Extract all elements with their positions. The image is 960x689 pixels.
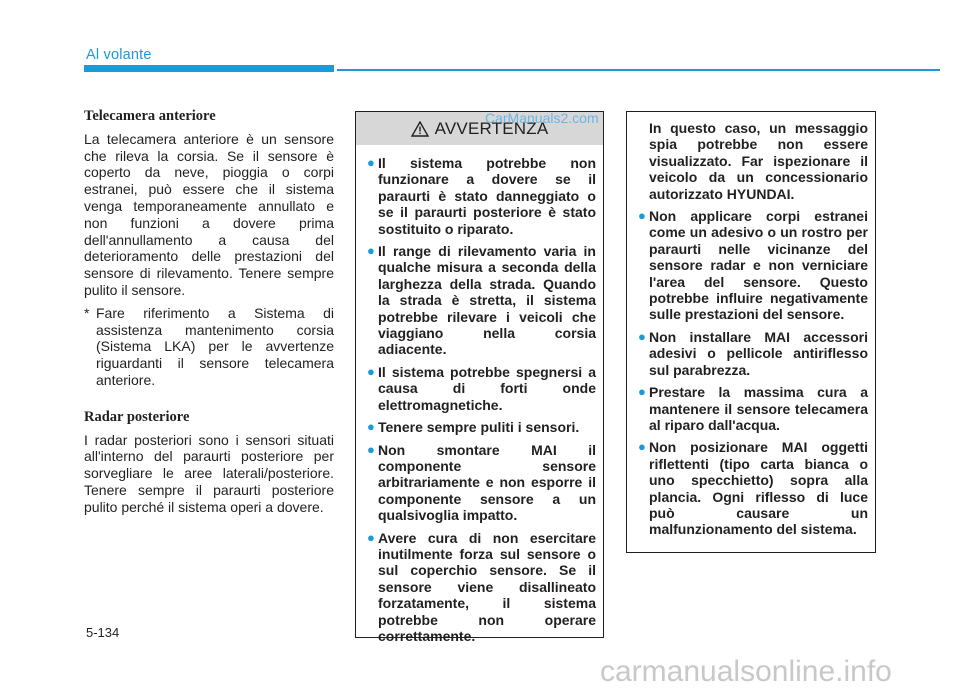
bullet-icon: ● bbox=[638, 328, 646, 344]
list-item: ● Non smontare MAI il componente sensore arbitrariamente e non esporre il componente sensore a un qualsivoglia impatto. bbox=[367, 441, 596, 524]
front-camera-note bbox=[84, 305, 334, 389]
section-heading-rear-radar: Radar posteriore bbox=[84, 408, 190, 425]
warning-title: AVVERTENZA bbox=[434, 118, 549, 138]
bullet-icon: ● bbox=[367, 155, 375, 170]
list-item-continuation: In questo caso, un messaggio spia potrebbe non essere visualizzato. Far ispezionare il veicolo da un concessionario autorizzato HYUNDAI. bbox=[649, 120, 868, 202]
list-item: ● Non installare MAI accessori adesivi o pellicole antiriflesso sul parabrezza. bbox=[638, 328, 868, 378]
bullet-icon: ● bbox=[367, 529, 375, 545]
list-item: ● Il range di rilevamento varia in qualche misura a seconda della larghezza della strada. Quando la strada è stretta, il sistema potrebbe rilevare i veicoli che viaggiano nella corsia adiacente. bbox=[367, 243, 596, 358]
asterisk-mark: * bbox=[84, 304, 90, 321]
rear-radar-text: I radar posteriori sono i sensori situati all'interno del paraurti posteriore per sorvegliare le aree laterali/posteriore. Tenere sempre il paraurti posteriore pulito perché il sistema operi a dovere. bbox=[84, 431, 334, 515]
header-rule-thin bbox=[337, 69, 940, 71]
header-rule-thick bbox=[84, 65, 334, 72]
list-item: ● Il sistema potrebbe spegnersi a causa di forti onde elettromagnetiche. bbox=[367, 363, 596, 413]
list-item: ● Non posizionare MAI oggetti riflettenti (tipo carta bianca o uno specchietto) sopra alla plancia. Ogni riflesso di luce può causare un malfunzionamento del sistema. bbox=[638, 439, 868, 538]
bullet-icon: ● bbox=[367, 363, 375, 379]
bullet-icon: ● bbox=[638, 384, 646, 400]
warning-triangle-icon bbox=[411, 121, 429, 137]
warning-box-continued bbox=[626, 111, 876, 553]
warning-list-right bbox=[627, 112, 875, 538]
list-item: ● Prestare la massima cura a mantenere il sensore telecamera al riparo dall'acqua. bbox=[638, 384, 868, 433]
list-item: ● Tenere sempre puliti i sensori. bbox=[367, 419, 580, 436]
watermark-carmanuals2[interactable]: CarManuals2.com bbox=[485, 110, 599, 126]
section-heading-front-camera: Telecamera anteriore bbox=[84, 108, 216, 124]
list-item: ● Il sistema potrebbe non funzionare a dovere se il paraurti è stato danneggiato o se il paraurti posteriore è stato sostituito o riparato. bbox=[367, 155, 596, 237]
bullet-icon: ● bbox=[638, 439, 646, 455]
left-column bbox=[84, 108, 334, 516]
front-camera-note-text: Fare riferimento a Sistema di assistenza mantenimento corsia (Sistema LKA) per le avvertenze riguardanti il sensore telecamera anteriore. bbox=[96, 304, 334, 388]
page-number: 5-134 bbox=[86, 625, 120, 640]
list-item: ● Non applicare corpi estranei come un adesivo o un rostro per paraurti nelle vicinanze del sensore radar e non verniciare l'area del sensore. Questo potrebbe influire negativamente sulle prestazioni del sensore. bbox=[638, 208, 868, 323]
list-item: ● Avere cura di non esercitare inutilmente forza sul sensore o sul coperchio sensore. Se il sensore viene disallineato forzatamente, il sistema potrebbe non operare correttamente. bbox=[367, 529, 596, 644]
watermark-carmanualsonline[interactable]: carmanualsonline.info bbox=[600, 655, 892, 688]
bullet-icon: ● bbox=[638, 208, 646, 224]
front-camera-text: La telecamera anteriore è un sensore che rileva la corsia. Se il sensore è coperto da neve, pioggia o corpi estranei, può essere che il sistema venga temporaneamente annullato e non funzioni a dovere prima dell'annullamento a causa del deterioramento delle prestazioni del sensore di rilevamento. Tenere sempre pulito il sensore. bbox=[84, 130, 334, 298]
bullet-icon: ● bbox=[367, 441, 375, 457]
warning-list-left bbox=[356, 145, 603, 644]
header-title: Al volante bbox=[86, 47, 152, 63]
bullet-icon: ● bbox=[367, 419, 375, 435]
warning-box bbox=[355, 111, 604, 644]
bullet-icon: ● bbox=[367, 243, 375, 259]
